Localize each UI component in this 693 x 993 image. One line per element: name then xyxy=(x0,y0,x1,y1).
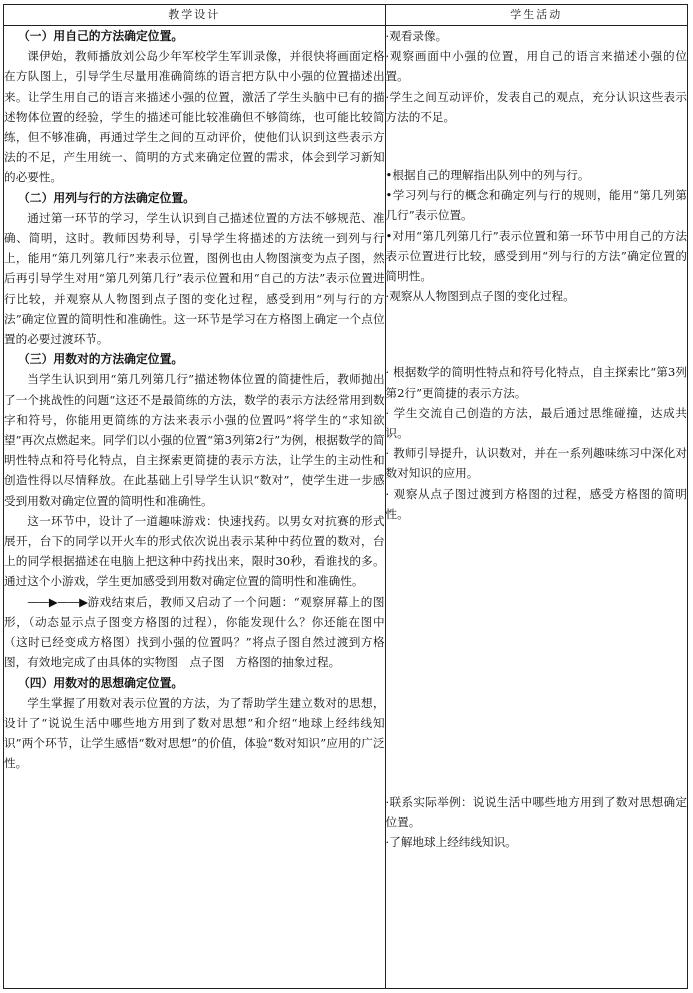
activity-2-4: ·观察从人物图到点子图的变化过程。 xyxy=(385,289,575,304)
activity-3-2: · 学生交流自己创造的方法，最后通过思维碰撞，达成共识。 xyxy=(385,405,687,441)
activity-4-2: ·了解地球上经纬线知识。 xyxy=(385,835,517,850)
section-1-paragraph: 课伊始，教师播放刘公岛少年军校学生军训录像，并很快将画面定格在方队图上，引导学生尽量用准确简练的语言把方队中小强的位置描述出来。让学生用自己的语言来描述小强的位置，激活了学生头脑中已有的描述物体位置的经验，学生的描述可能比较准确但不够简练，也可能比较简练，但不够准确，再通过学生之间的互动评价，使他们认识到这些表示方法的不足，产生用统一、简明的方式来确定位置的需求，体会到学习新知的必要性。 xyxy=(4,49,385,185)
section-3-paragraph-1: 当学生认识到用“第几列第几行”描述物体位置的简捷性后，教师抛出了一个挑战性的问题“这还不是最简练的方法，数学的表示方法经常用到数字和符号，你能用更简练的方法来表示小强的位置吗”将学生的“求知欲望”再次点燃起来。同学们以小强的位置“第3列第2行”为例，根据数学的简明性特点和符号化特点，自主探索更简捷的表示方法，让学生的主动性和创造性得以尽情释放。在此基础上引导学生认识“数对”，使学生进一步感受到用数对确定位置的简明性和准确性。 xyxy=(4,372,385,508)
activity-1-3: ·学生之间互动评价，发表自己的观点，充分认识这些表示方法的不足。 xyxy=(385,89,687,124)
spacer xyxy=(386,127,687,165)
activity-3-3: · 教师引导提升，认识数对，并在一系列趣味练习中深化对数对知识的应用。 xyxy=(385,446,687,481)
section-3-paragraph-3-text: 游戏结束后，教师又启动了一个问题：“观察屏幕上的图形，（动态显示点子图变方格图的过程），你能发现什么？你还能在图中（这时已经变成方格图）找到小强的位置吗？”将点子图自然过渡到方格图，有效地完成了由具体的实物图 点子图 方格图的抽象过程。 xyxy=(4,594,385,670)
section-2-title: （二）用列与行的方法确定位置。 xyxy=(18,190,195,205)
activity-1-1: ·观看录像。 xyxy=(385,29,448,43)
section-1-title: （一）用自己的方法确定位置。 xyxy=(18,29,184,43)
header-student-activity: 学生活动 xyxy=(385,5,687,26)
activity-2-3: •对用“第几列第几行”表示位置和第一环节中用自己的方法表示位置进行比较，感受到用“列与行的方法”确定位置的简明性。 xyxy=(385,228,687,284)
section-3-title: （三）用数对的方法确定位置。 xyxy=(18,352,184,367)
lesson-plan-table xyxy=(3,4,688,989)
activity-2-1: •根据自己的理解指出队列中的列与行。 xyxy=(385,168,590,183)
activity-1-2: ·观察画面中小强的位置，用自己的语言来描述小强的位置。 xyxy=(385,49,687,84)
arrow-icon: ——▶——▶ xyxy=(27,594,88,609)
spacer xyxy=(386,306,687,362)
teaching-design-cell xyxy=(4,26,386,989)
activity-3-4: · 观察从点子图过渡到方格图的过程，感受方格图的简明性。 xyxy=(385,486,687,521)
section-4-paragraph: 学生掌握了用数对表示位置的方法，为了帮助学生建立数对的思想，设计了“说说生活中哪些地方用到了数对思想”和介绍“地球上经纬线知识”两个环节，让学生感悟“数对思想”的价值，体验“数对知识”应用的广泛性。 xyxy=(4,695,385,771)
header-teaching-design: 教学设计 xyxy=(4,5,386,26)
student-activity-cell xyxy=(385,26,687,989)
activity-4-1: ·联系实际举例：说说生活中哪些地方用到了数对思想确定位置。 xyxy=(385,795,687,830)
activity-3-1: · 根据数学的简明性特点和符号化特点，自主探索比“第3列第2行”更简捷的表示方法。 xyxy=(385,365,687,400)
section-3-paragraph-2: 这一环节中，设计了一道趣味游戏：快速找药。以男女对抗赛的形式展开，台下的同学以开火车的形式依次说出表示某种中药位置的数对，台上的同学根据描述在电脑上把这种中药找出来，限时30秒，看谁找的多。通过这个小游戏，学生更加感受到用数对确定位置的简明性和准确性。 xyxy=(4,513,385,589)
section-2-paragraph: 通过第一环节的学习，学生认识到自己描述位置的方法不够规范、准确、简明，这时。教师因势利导，引导学生将描述的方法统一到列与行上，能用“第几列第几行”来表示位置，图例也由人物图演变为点子图，然后再引导学生对用“第几列第几行”表示位置和用“自己的方法”表示位置进行比较，并观察从人物图到点子图的变化过程，感受到用“列与行的方法”确定位置的简明性和准确性。这一环节是学习在方格图上确定一个点位置的必要过渡环节。 xyxy=(4,210,385,347)
table-header-row xyxy=(4,5,688,26)
spacer xyxy=(386,524,687,792)
table-body-row xyxy=(4,26,688,989)
activity-2-2: •学习列与行的概念和确定列与行的规则，能用“第几列第几行”表示位置。 xyxy=(385,188,687,223)
section-3-paragraph-3 xyxy=(4,592,385,673)
section-4-title: （四）用数对的思想确定位置。 xyxy=(18,675,184,690)
